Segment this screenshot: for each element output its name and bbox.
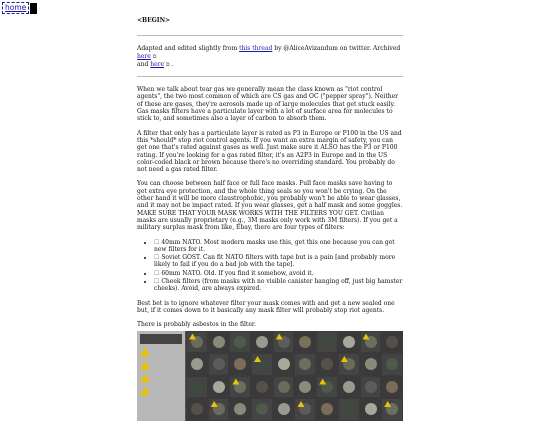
filter-canister bbox=[299, 358, 311, 370]
filter-photo bbox=[229, 398, 251, 421]
filter-photo bbox=[273, 353, 295, 376]
filter-canister bbox=[213, 336, 225, 348]
filter-photo bbox=[251, 353, 273, 376]
checkbox-icon: ☐ bbox=[154, 269, 160, 277]
filter-photo bbox=[186, 353, 208, 376]
list-item bbox=[154, 278, 403, 293]
filter-canister bbox=[278, 358, 290, 370]
list-item-text: Soviet GOST. Can fit NATO filters with tape but is a pain [and probably more likely to fail if you do a bad job with the tape]. bbox=[154, 254, 396, 269]
paragraph-filter-rating: A filter that only has a particulate layer is rated as P3 in Europe or P100 in the US and this *should* stop riot control agents. If you want an extra margin of safety, you can get one that's rated against gases as well. Just make sure it ALSO has the P3 or P100 rating. If you're looking for a gas rated filter, it's an A2P3 in Europe and in the US color-coded black or brown because there's no overriding standard. You probably do not need a gas rated filter. bbox=[137, 129, 402, 174]
filter-photo bbox=[229, 353, 251, 376]
chart-sidebar bbox=[137, 331, 186, 421]
filter-photo bbox=[381, 331, 403, 354]
filter-photo bbox=[229, 331, 251, 354]
filter-photo bbox=[316, 376, 338, 399]
filter-photo bbox=[360, 376, 382, 399]
warning-icon bbox=[140, 361, 150, 370]
filter-canister bbox=[299, 381, 311, 393]
filter-photo bbox=[186, 398, 208, 421]
list-item-text: 60mm NATO. Old. If you find it somehow, avoid it. bbox=[161, 269, 314, 277]
filter-photo bbox=[294, 398, 316, 421]
filter-photo bbox=[381, 398, 403, 421]
filter-photo bbox=[316, 353, 338, 376]
filter-canister bbox=[386, 381, 398, 393]
filter-canister bbox=[213, 358, 225, 370]
paragraph-asbestos: There is probably asbestos in the filter. bbox=[137, 321, 257, 329]
paragraph-mask-choice: You can choose between half face or full face masks. Full face masks save having to get extra eye protection, and the whole thing seals so you won't be crying. On the other hand it will be more claustrophobic, you probably won't be able to wear glasses, and it may not be impact rated. If you wear glasses, get a half mask and some goggles. MAKE SURE THAT YOUR MASK WORKS WITH THE FILTERS YOU GET. Civilian masks are usually proprietary (e.g., 3M masks only work with 3M filters). If you get a military surplus mask from like, Ebay, there are four types of filters: bbox=[137, 180, 403, 232]
cursor-block bbox=[30, 3, 37, 14]
filter-photo bbox=[251, 376, 273, 399]
filter-photo bbox=[338, 398, 360, 421]
archive-link-1[interactable]: here bbox=[137, 52, 151, 60]
filter-photo bbox=[360, 353, 382, 376]
thread-link[interactable]: this thread bbox=[239, 45, 273, 53]
top-nav bbox=[2, 2, 37, 14]
article bbox=[137, 17, 403, 421]
filter-photo bbox=[360, 331, 382, 354]
filter-photo bbox=[338, 331, 360, 354]
credit-end: . bbox=[169, 60, 174, 68]
credit-middle: by @AliceAvizandum on twitter. Archived bbox=[272, 45, 401, 53]
filter-photo bbox=[294, 331, 316, 354]
filter-photo bbox=[294, 376, 316, 399]
filter-canister bbox=[213, 381, 225, 393]
filter-photo bbox=[273, 331, 295, 354]
filter-canister bbox=[256, 381, 268, 393]
list-item-text: Cheek filters (from masks with no visible canister hanging off, just big hamster cheeks). Avoid, are always expired. bbox=[154, 278, 403, 293]
filter-canister bbox=[191, 381, 203, 393]
filter-canister bbox=[256, 336, 268, 348]
checkbox-icon: ☐ bbox=[154, 254, 160, 262]
divider bbox=[137, 76, 403, 77]
filter-photo bbox=[186, 331, 208, 354]
filter-canister bbox=[321, 358, 333, 370]
filter-canister bbox=[386, 358, 398, 370]
filter-photo bbox=[381, 353, 403, 376]
filter-canister bbox=[343, 381, 355, 393]
filter-photo bbox=[316, 398, 338, 421]
list-item-text: 40mm NATO. Most modern masks use this, get this one because you can get new filters for it. bbox=[154, 238, 395, 253]
filter-photo bbox=[338, 376, 360, 399]
filter-photo bbox=[208, 398, 230, 421]
filter-canister bbox=[343, 336, 355, 348]
begin-marker: <BEGIN> bbox=[137, 17, 171, 24]
filter-photo bbox=[338, 353, 360, 376]
divider bbox=[137, 35, 403, 36]
archive-link-2[interactable]: here bbox=[150, 60, 165, 68]
warning-icon bbox=[140, 348, 150, 357]
credit-and: and bbox=[137, 60, 151, 68]
filter-canister bbox=[234, 358, 246, 370]
list-item bbox=[154, 239, 403, 254]
paragraph-best-bet: Best bet is to ignore whatever filter your mask comes with and get a new sealed one but, if it comes down to it basically any mask filter will probably stop riot agents. bbox=[137, 299, 395, 314]
filter-photo bbox=[208, 353, 230, 376]
filter-photo bbox=[360, 398, 382, 421]
home-link[interactable]: home bbox=[2, 2, 29, 14]
filter-photo bbox=[381, 376, 403, 399]
filter-photo bbox=[186, 376, 208, 399]
filter-photo bbox=[273, 376, 295, 399]
checkbox-icon: ☐ bbox=[154, 278, 160, 286]
filter-canister bbox=[299, 336, 311, 348]
filter-canister bbox=[278, 381, 290, 393]
filter-photo bbox=[208, 376, 230, 399]
credit-paragraph bbox=[137, 45, 403, 69]
filter-canister bbox=[386, 336, 398, 348]
filter-photo bbox=[273, 398, 295, 421]
filter-photo bbox=[294, 353, 316, 376]
filter-chart-grid bbox=[137, 331, 403, 421]
filter-canister bbox=[365, 358, 377, 370]
filter-types-list bbox=[137, 239, 403, 293]
filter-photo bbox=[251, 398, 273, 421]
filter-canister bbox=[191, 358, 203, 370]
filter-photo bbox=[229, 376, 251, 399]
checkbox-icon: ☐ bbox=[154, 238, 160, 246]
filter-photo bbox=[251, 331, 273, 354]
filter-canister bbox=[234, 336, 246, 348]
external-link-icon: ⧉ bbox=[152, 53, 157, 60]
filter-chart-image bbox=[137, 331, 403, 421]
external-link-icon: ⧉ bbox=[165, 61, 170, 68]
filter-canister bbox=[321, 336, 333, 348]
filter-photo bbox=[208, 331, 230, 354]
paragraph-tear-gas: When we talk about tear gas we generally mean the class known as "riot control agents", the two most common of which are CS gas and OC ("pepper spray"). Neither of these are gases, they're aerosols made up of large molecules that get stuck easily. Gas masks filters have a particulate layer with a lot of surface area for molecules to stick to, and sometimes also a layer of carbon to absorb them. bbox=[137, 86, 399, 123]
warning-icon bbox=[140, 374, 150, 383]
list-item bbox=[154, 270, 403, 277]
chart-sidebar-header bbox=[140, 334, 182, 344]
credit-prefix: Adapted and edited slightly from bbox=[137, 45, 240, 53]
warning-icon bbox=[140, 387, 150, 396]
list-item bbox=[154, 254, 403, 269]
filter-photo bbox=[316, 331, 338, 354]
filter-canister bbox=[365, 381, 377, 393]
